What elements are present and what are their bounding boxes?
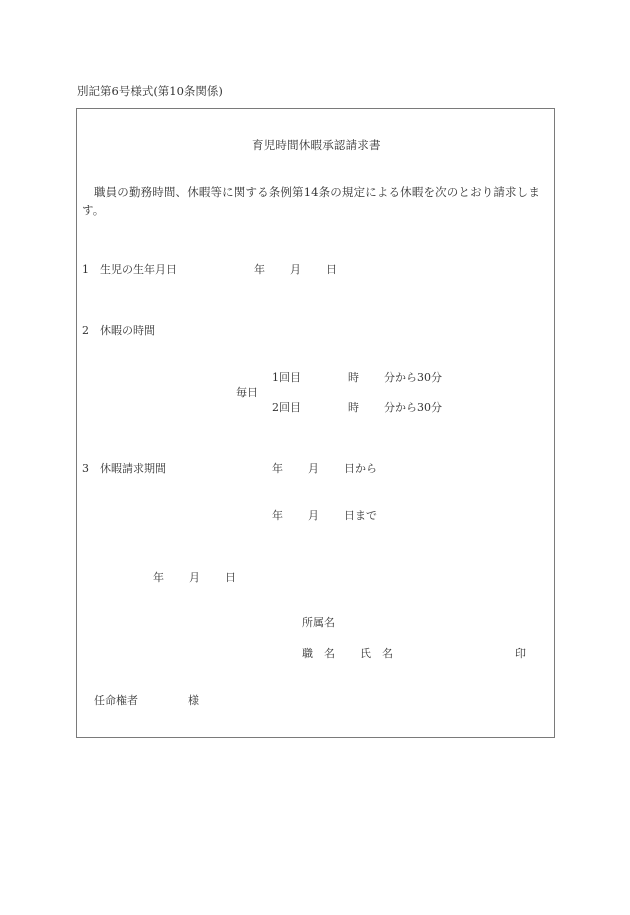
slot-minute-field[interactable]: 分から30分 [384, 401, 442, 414]
daily-label: 毎日 [236, 386, 258, 399]
affiliation-label: 所属名 [302, 616, 335, 629]
request-year-field[interactable]: 年 [153, 571, 164, 584]
section-number: 1 [82, 263, 89, 276]
request-month-field[interactable]: 月 [189, 571, 200, 584]
section-label: 休暇の時間 [100, 324, 155, 337]
to-day-field[interactable]: 日まで [344, 509, 377, 522]
from-month-field[interactable]: 月 [308, 462, 319, 475]
document-title: 育児時間休暇承認請求書 [252, 138, 381, 152]
position-label: 職 名 [302, 647, 335, 660]
to-month-field[interactable]: 月 [308, 509, 319, 522]
addressee-label: 任命権者 [94, 694, 138, 707]
birth-month-field[interactable]: 月 [290, 263, 301, 276]
addressee-honorific: 様 [188, 694, 199, 707]
intro-paragraph: 職員の勤務時間、休暇等に関する条例第14条の規定による休暇を次のとおり請求します。 [82, 185, 540, 217]
slot-label: 1回目 [272, 371, 301, 384]
slot-label: 2回目 [272, 401, 301, 414]
slot-hour-field[interactable]: 時 [348, 371, 359, 384]
section-label: 生児の生年月日 [100, 263, 177, 276]
section-number: 2 [82, 324, 89, 337]
slot-minute-field[interactable]: 分から30分 [384, 371, 442, 384]
name-label: 氏 名 [360, 647, 393, 660]
to-year-field[interactable]: 年 [272, 509, 283, 522]
birth-day-field[interactable]: 日 [326, 263, 337, 276]
request-day-field[interactable]: 日 [225, 571, 236, 584]
from-day-field[interactable]: 日から [344, 462, 377, 475]
seal-mark: 印 [515, 647, 526, 660]
section-label: 休暇請求期間 [100, 462, 166, 475]
slot-hour-field[interactable]: 時 [348, 401, 359, 414]
birth-year-field[interactable]: 年 [254, 263, 265, 276]
form-caption: 別記第6号様式(第10条関係) [77, 84, 223, 98]
from-year-field[interactable]: 年 [272, 462, 283, 475]
section-number: 3 [82, 462, 89, 475]
